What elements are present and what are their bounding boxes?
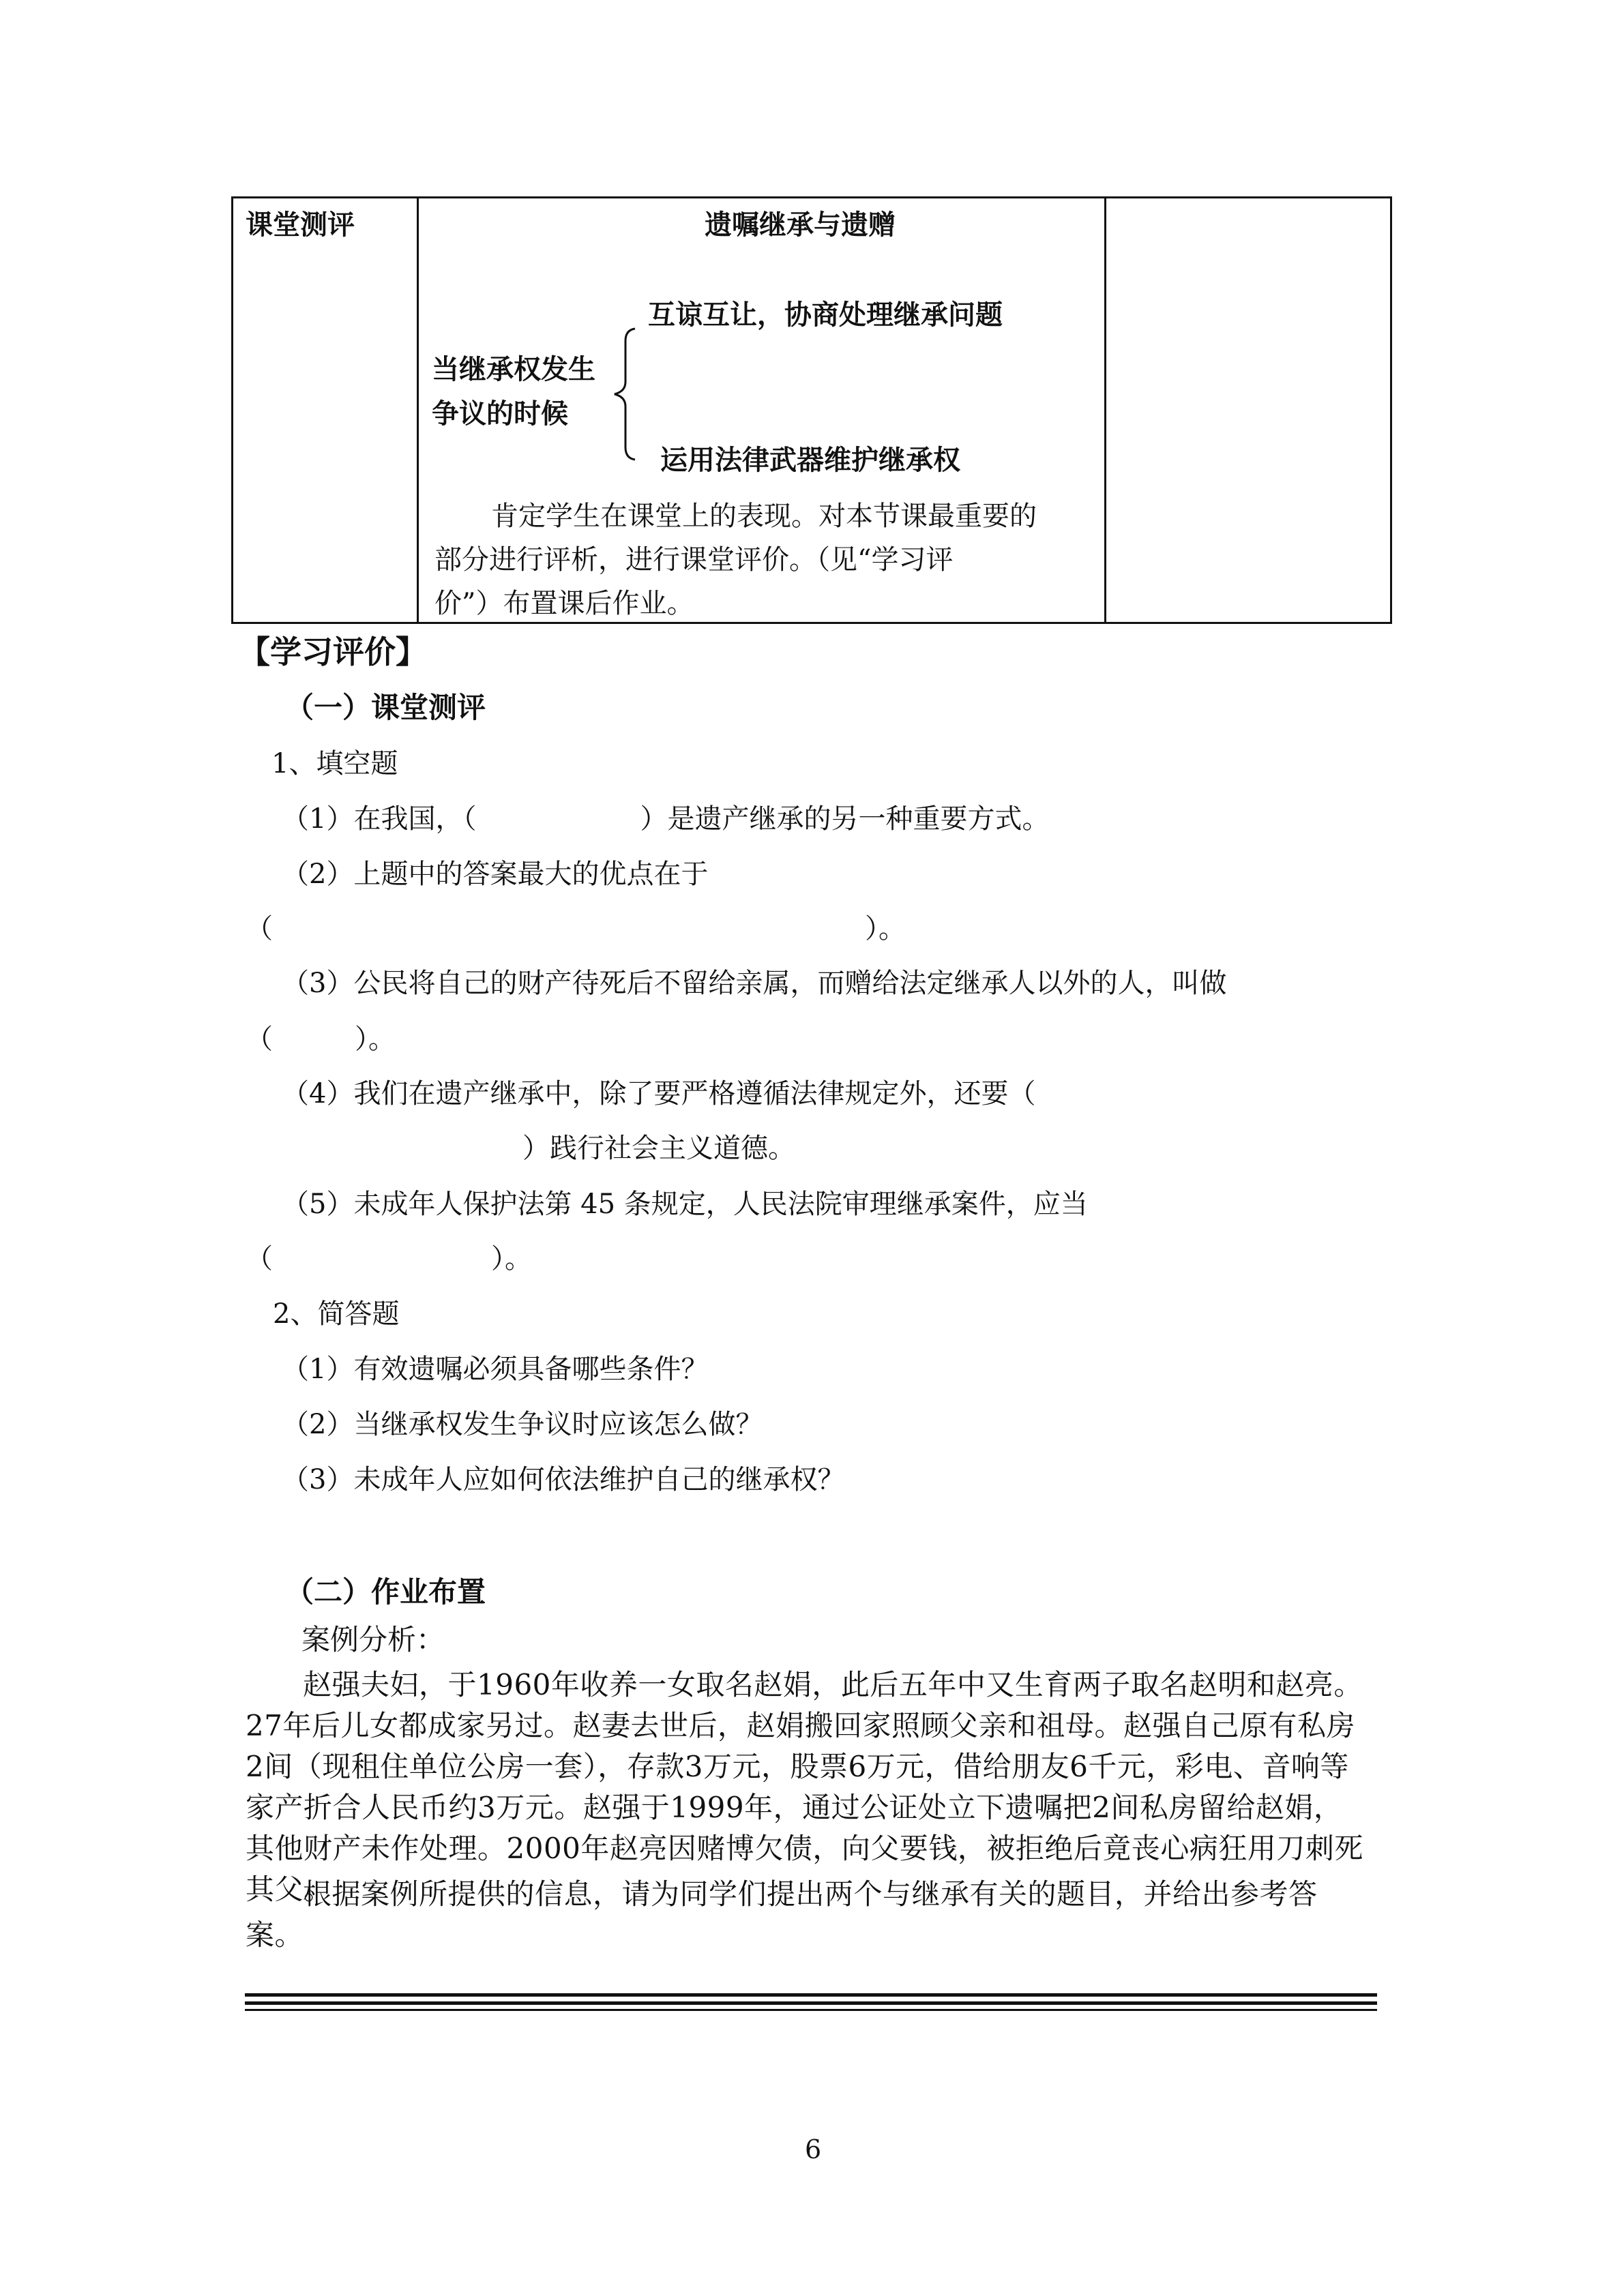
table-heading: 遗嘱继承与遗赠 xyxy=(705,209,896,241)
table-divider-1 xyxy=(417,196,419,624)
table-divider-2 xyxy=(1104,196,1106,624)
diagram-root-line2: 争议的时候 xyxy=(432,398,568,430)
fill-blank-title: 1、填空题 xyxy=(271,748,398,779)
question-4: （4）我们在遗产继承中，除了要严格遵循法律规定外，还要（ xyxy=(282,1078,1036,1109)
question-3-blank: （ ）。 xyxy=(246,1024,396,1055)
short-answer-title: 2、简答题 xyxy=(273,1298,400,1330)
table-note-line2: 部分进行评析，进行课堂评价。（见“学习评 xyxy=(434,544,954,576)
case-paragraph: 赵强夫妇，于1960年收养一女取名赵娟，此后五年中又生育两子取名赵明和赵亮。27年后儿女都成家另过。赵妻去世后，赵娟搬回家照顾父亲和祖母。赵强自己原有私房2间（现租住单位公房一套），存款3万元，股票6万元，借给朋友6千元，彩电、音响等家产折合人民币约3万元。赵强于1999年，通过公证处立下遗嘱把2间私房留给赵娟，其他财产未作处理。2000年赵亮因赌博欠债，向父要钱，被拒绝后竟丧心病狂用刀刺死其父。 xyxy=(246,1668,1363,1906)
table-note-line3: 价”）布置课后作业。 xyxy=(434,588,694,619)
question-5: （5）未成年人保护法第 45 条规定，人民法院审理继承案件，应当 xyxy=(282,1189,1088,1220)
short-question-3: （3）未成年人应如何依法维护自己的继承权？ xyxy=(282,1464,845,1495)
section-title: 【学习评价】 xyxy=(239,633,427,670)
brace-icon xyxy=(610,326,638,462)
separator-line xyxy=(245,2009,1377,2011)
question-2-blank-open: （ xyxy=(246,913,273,944)
question-3: （3）公民将自己的财产待死后不留给亲属，而赠给法定继承人以外的人，叫做 xyxy=(282,968,1227,999)
case-text xyxy=(246,1665,1371,1910)
task-paragraph: 根据案例所提供的信息，请为同学们提出两个与继承有关的题目，并给出参考答案。 xyxy=(246,1877,1318,1952)
part1-title: （一）课堂测评 xyxy=(285,691,486,724)
table-note-line1: 肯定学生在课堂上的表现。对本节课最重要的 xyxy=(491,501,1037,532)
question-2: （2）上题中的答案最大的优点在于 xyxy=(282,859,709,890)
question-4-continued: ）践行社会主义道德。 xyxy=(522,1133,795,1164)
diagram-branch-top: 互谅互让，协商处理继承问题 xyxy=(648,299,1003,331)
diagram-root-line1: 当继承权发生 xyxy=(432,354,595,385)
diagram-branch-bottom: 运用法律武器维护继承权 xyxy=(660,445,960,476)
task-text xyxy=(246,1874,1371,1956)
question-5-blank: （ ）。 xyxy=(246,1243,532,1274)
short-question-2: （2）当继承权发生争议时应该怎么做？ xyxy=(282,1409,763,1440)
case-label: 案例分析： xyxy=(301,1623,445,1656)
separator-line xyxy=(245,2001,1377,2005)
part2-title: （二）作业布置 xyxy=(285,1575,486,1609)
page-number: 6 xyxy=(805,2134,822,2164)
question-2-blank-close: ）。 xyxy=(865,913,906,944)
separator-line xyxy=(245,1993,1377,1997)
table-row-label: 课堂测评 xyxy=(246,209,355,241)
short-question-1: （1）有效遗嘱必须具备哪些条件？ xyxy=(282,1354,709,1385)
question-1: （1）在我国，（ ）是遗产继承的另一种重要方式。 xyxy=(282,803,1050,835)
